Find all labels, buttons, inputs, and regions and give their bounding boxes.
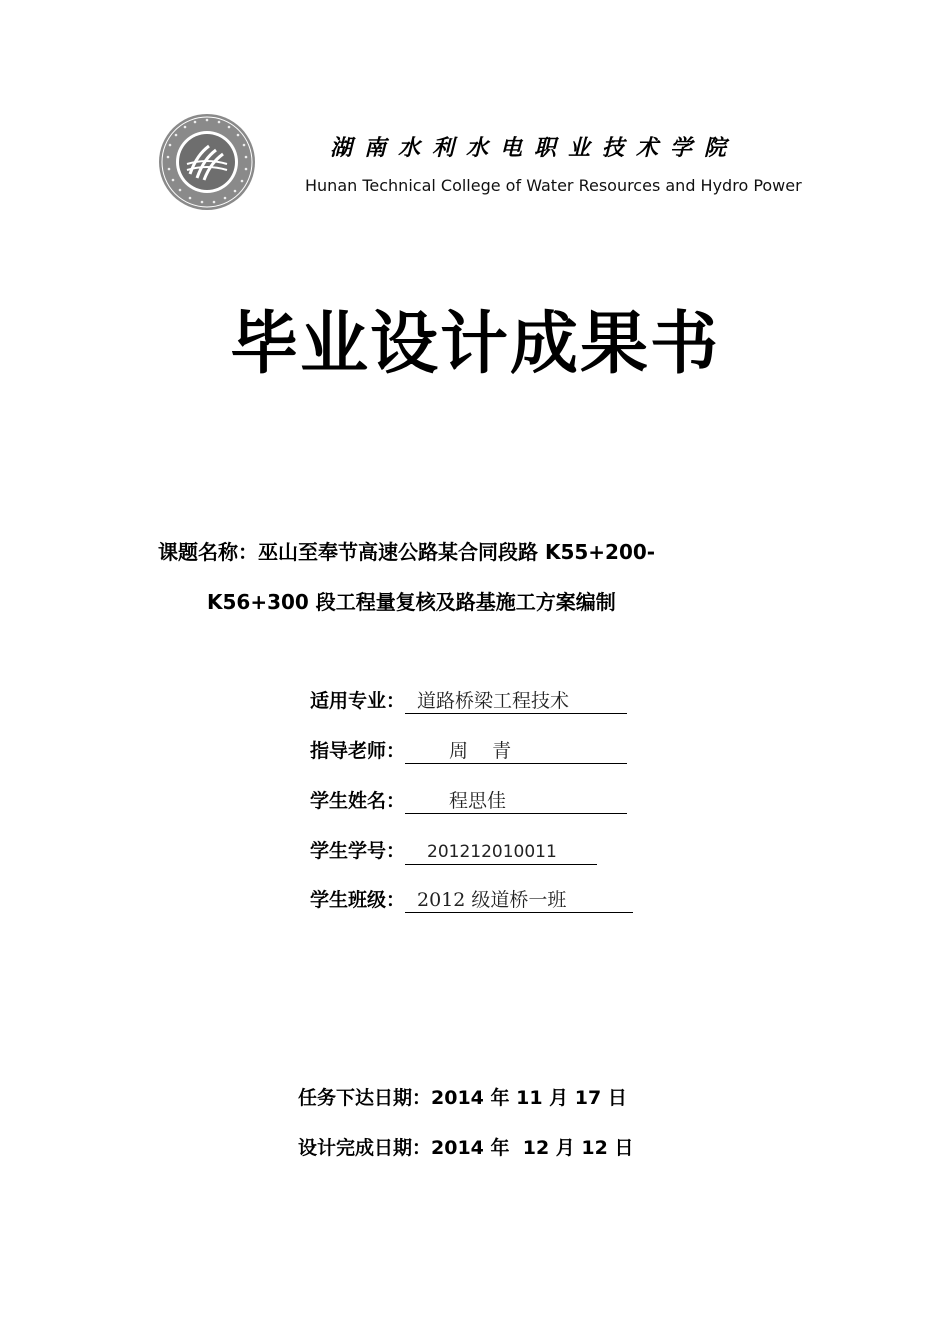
field-student-id [310,836,597,866]
college-seal-logo-icon [157,112,257,212]
document-title: 毕业设计成果书 [229,305,720,384]
topic-line-2: K56+300 段工程量复核及路基施工方案编制 [207,590,616,614]
date-assigned [298,1083,627,1110]
field-student-id-value: 201212010011 [405,840,597,865]
field-major-value: 道路桥梁工程技术 [405,689,627,714]
college-name-cn: 湖南水利水电职业技术学院 [330,135,739,161]
field-student-name-label: 学生姓名： [310,790,406,812]
field-advisor-label: 指导老师： [310,740,406,762]
field-student-id-label: 学生学号： [310,840,406,862]
field-major [310,686,627,716]
date-assigned-label: 任务下达日期： [298,1087,432,1109]
field-student-name [310,786,627,816]
date-completed [298,1133,633,1160]
field-class-label: 学生班级： [310,889,406,911]
date-assigned-value: 2014 年 11 月 17 日 [431,1087,627,1109]
field-class [310,885,633,915]
topic-line-1: 课题名称：巫山至奉节高速公路某合同段路 K55+200- [158,540,656,564]
field-student-name-value: 程思佳 [405,789,627,814]
date-completed-value: 2014 年 12 月 12 日 [431,1137,634,1159]
field-class-value: 2012 级道桥一班 [405,888,633,913]
field-major-label: 适用专业： [310,690,406,712]
date-completed-label: 设计完成日期： [298,1137,432,1159]
field-advisor [310,736,627,766]
field-advisor-value: 周 青 [405,739,627,764]
college-name-en: Hunan Technical College of Water Resources and Hydro Power [305,176,802,195]
